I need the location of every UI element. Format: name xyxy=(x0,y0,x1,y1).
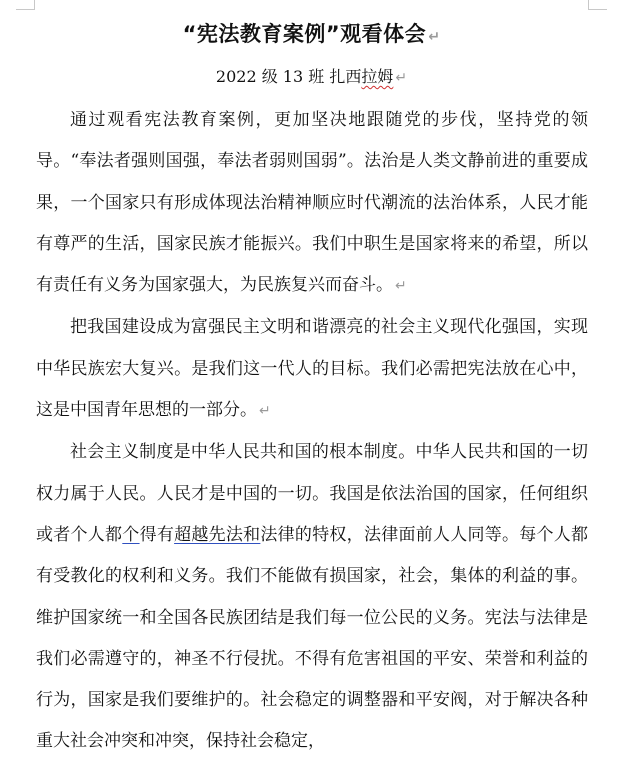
paragraph-3-text-after: 法律的特权，法律面前人人同等。每个人都有受教化的权利和义务。我们不能做有损国家，社会，集体的利益的事。维护国家统一和全国各民族团结是我们每一位公民的义务。宪法与法律是我们必需遵守的，神圣不行侵扰。不得有危害祖国的平安、荣誉和利益的行为，国家是我们要维护的。社会稳定的调整器和平安阀，对于解决各种重大社会冲突和冲突，保持社会稳定， xyxy=(36,524,589,752)
paragraph-1[interactable] xyxy=(36,100,588,307)
document-title[interactable] xyxy=(0,18,623,48)
paragraph-mark-icon: ↵ xyxy=(395,278,407,295)
paragraph-3[interactable] xyxy=(36,432,588,762)
paragraph-3-text-before: 社会主义制度是中华人民共和国的根本制度。中华人民共和国的一切权力属于人民。人民才是中国的一切。我国是依法治国的国家，任何组织或者个人都 xyxy=(36,442,588,545)
paragraph-2-text: 把我国建设成为富强民主文明和谐漂亮的社会主义现代化强国，实现中华民族宏大复兴。是我们这一代人的目标。我们必需把宪法放在心中，这是中国青年思想的一部分。 xyxy=(36,317,588,421)
author-name-spellcheck-marked[interactable]: 拉姆 xyxy=(361,67,394,86)
document-body[interactable] xyxy=(36,100,588,763)
grammar-marked-phrase[interactable]: 超越先法和 xyxy=(174,524,261,545)
byline-class: 2022 级 13 班 扎西 xyxy=(215,67,362,86)
paragraph-mark-icon: ↵ xyxy=(428,29,441,45)
paragraph-1-text: 通过观看宪法教育案例，更加坚决地跟随党的步伐，坚持党的领导。“奉法者强则国强，奉法者弱则国弱”。法治是人类文静前进的重要成果，一个国家只有形成体现法治精神顺应时代潮流的法治体系，人民才能有尊严的生活，国家民族才能振兴。我们中职生是国家将来的希望，所以有责任有义务为国家强大，为民族复兴而奋斗。 xyxy=(36,110,588,296)
paragraph-mark-icon: ↵ xyxy=(395,70,408,86)
author-byline[interactable] xyxy=(0,64,623,87)
paragraph-mark-icon: ↵ xyxy=(259,403,271,420)
page-corner-mark-left xyxy=(16,0,35,10)
paragraph-2[interactable] xyxy=(36,307,588,432)
paragraph-3-text-middle: 得有 xyxy=(139,524,175,545)
title-text: “宪法教育案例”观看体会 xyxy=(182,22,427,46)
page-corner-mark-right xyxy=(588,0,607,10)
grammar-marked-char[interactable]: 个 xyxy=(122,524,140,545)
